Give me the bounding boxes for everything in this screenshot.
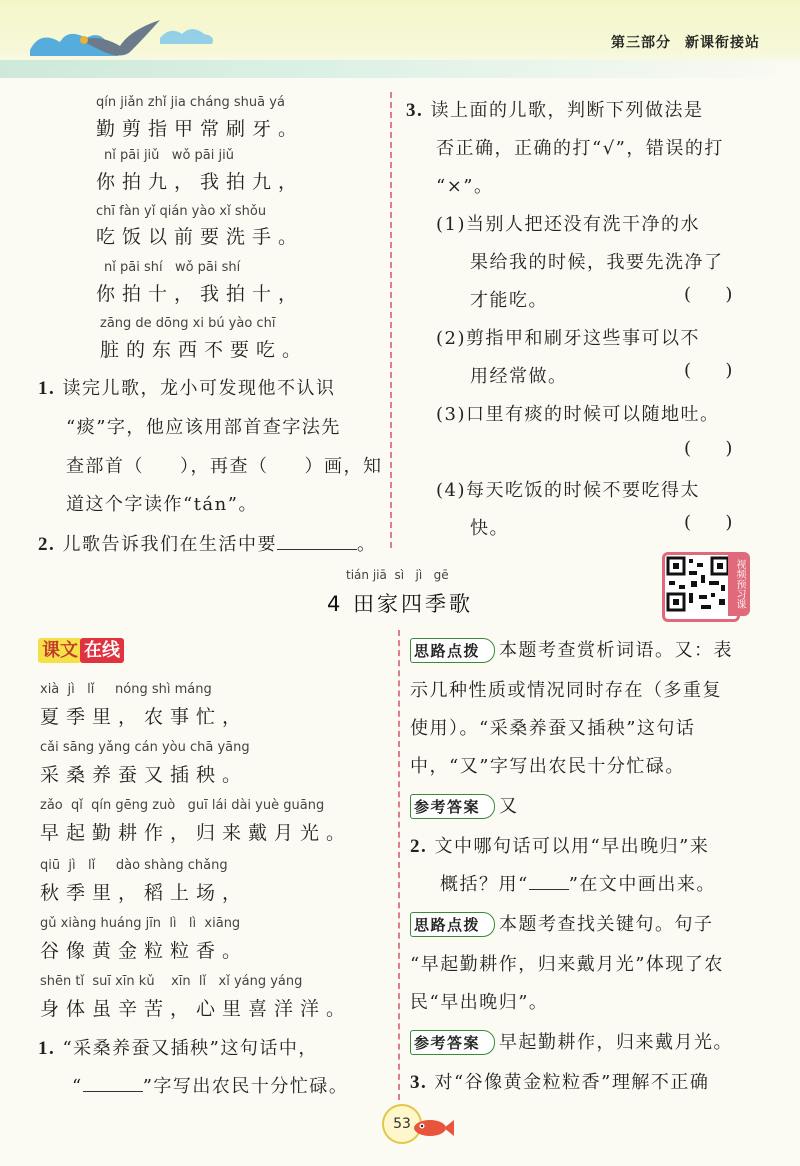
question-3-bottom-line-1: 3. 对“谷像黄金粒粒香”理解不正确: [410, 1072, 710, 1093]
poem-top-pinyin-1: qín jiǎn zhǐ jia cháng shuā yá: [96, 95, 285, 110]
fish-icon: [412, 1116, 454, 1138]
poem-bottom-line-1: 夏季里，农事忙，: [40, 706, 249, 728]
poem-bottom-line-2: 采桑养蚕又插秧。: [40, 764, 249, 786]
tip-1-line-2: 示几种性质或情况同时存在（多重复: [410, 680, 722, 701]
poem-bottom-pinyin-4: qiū jì lǐ dào shàng chǎng: [40, 858, 228, 873]
answer-paren-4[interactable]: ( ): [684, 512, 733, 533]
poem-top-line-4: 你拍十，我拍十，: [96, 283, 305, 305]
question-2-blank[interactable]: [277, 549, 357, 550]
question-3-item-4-line-2: 快。: [470, 518, 509, 539]
poem-top-pinyin-4: nǐ pāi shí wǒ pāi shí: [104, 260, 241, 275]
question-3-item-2-line-2: 用经常做。: [470, 366, 568, 387]
qr-label: 视频预习课: [728, 552, 750, 616]
poem-bottom-pinyin-5: gǔ xiàng huáng jīn lì lì xiāng: [40, 916, 241, 931]
question-3-item-1-line-3: 才能吃。: [470, 290, 548, 311]
poem-bottom-pinyin-6: shēn tǐ suī xīn kǔ xīn lǐ xǐ yáng yáng: [40, 974, 303, 989]
section-title-pinyin: tián jiā sì jì gē: [346, 568, 449, 582]
bottom-question-1-line-1: 1. “采桑养蚕又插秧”这句话中，: [38, 1038, 318, 1059]
question-3-stem-2: 否正确，正确的打“√”，错误的打: [436, 138, 724, 159]
poem-bottom-pinyin-3: zǎo qǐ qín gēng zuò guī lái dài yuè guāng: [40, 798, 325, 813]
answer-paren-1[interactable]: ( ): [684, 284, 733, 305]
tip-1-label: 思路点拨: [410, 638, 495, 663]
column-divider-top: [390, 92, 392, 548]
answer-paren-3[interactable]: ( ): [684, 438, 733, 459]
section-title: 4 田家四季歌: [326, 592, 474, 616]
tip-1-line-3: 使用）。“采桑养蚕又插秧”这句话: [410, 718, 696, 739]
poem-top-line-3: 吃饭以前要洗手。: [96, 226, 305, 248]
poem-top-line-5: 脏的东西不要吃。: [100, 339, 309, 361]
question-1-line-2: “痰”字，他应该用部首查字法先: [66, 417, 341, 438]
bottom-question-1-blank[interactable]: [83, 1091, 143, 1092]
poem-top-line-1: 勤剪指甲常刷牙。: [96, 118, 305, 140]
question-2: 2. 儿歌告诉我们在生活中要 。: [38, 534, 377, 555]
page-number: 53: [382, 1104, 422, 1144]
tip-2-label: 思路点拨: [410, 912, 495, 937]
question-3-item-1-line-1: (1)当别人把还没有洗干净的水: [436, 214, 700, 235]
tip-2-line-2: “早起勤耕作，归来戴月光”体现了农: [410, 954, 724, 975]
poem-bottom-line-4: 秋季里，稻上场，: [40, 882, 249, 904]
answer-2-label: 参考答案: [410, 1030, 495, 1055]
poem-top-pinyin-3: chī fàn yǐ qián yào xǐ shǒu: [96, 204, 267, 219]
question-3-item-1-line-2: 果给我的时候，我要先洗净了: [470, 252, 724, 273]
poem-bottom-line-5: 谷像黄金粒粒香。: [40, 940, 249, 962]
header-part: 第三部分: [611, 35, 671, 51]
answer-1: 参考答案 又: [410, 792, 519, 819]
question-3-stem-1: 3. 读上面的儿歌，判断下列做法是: [406, 100, 704, 121]
tip-1-line-1: 思路点拨 本题考查赏析词语。又：表: [410, 636, 733, 663]
tip-1-line-4: 中，“又”字写出农民十分忙碌。: [410, 756, 685, 777]
poem-bottom-line-6: 身体虽辛苦，心里喜洋洋。: [40, 998, 353, 1020]
question-2-symbol-blank: [529, 889, 569, 890]
column-divider-bottom: [398, 630, 400, 1100]
poem-bottom-pinyin-2: cǎi sāng yǎng cán yòu chā yāng: [40, 740, 250, 755]
question-1-line-4: 道这个字读作“tán”。: [66, 494, 258, 515]
answer-1-label: 参考答案: [410, 794, 495, 819]
question-3-item-2-line-1: (2)剪指甲和刷牙这些事可以不: [436, 328, 700, 349]
question-2-line-1: 2. 文中哪句话可以用“早出晚归”来: [410, 836, 710, 857]
tip-2-line-3: 民“早出晚归”。: [410, 992, 549, 1013]
header-title: [611, 32, 760, 52]
poem-top-line-2: 你拍九，我拍九，: [96, 171, 305, 193]
poem-top-pinyin-5: zāng de dōng xi bú yào chī: [100, 316, 276, 331]
answer-paren-2[interactable]: ( ): [684, 360, 733, 381]
lesson-online-badge: 课文 在线: [38, 636, 124, 664]
question-2-line-2: 概括？用“ ”在文中画出来。: [440, 874, 716, 895]
question-3-stem-3: “×”。: [436, 176, 494, 197]
seagull-illustration: [20, 10, 250, 70]
bottom-question-1-line-2: “ ”字写出农民十分忙碌。: [72, 1076, 349, 1097]
qr-code-pattern: [665, 555, 731, 613]
tip-2-line-1: 思路点拨 本题考查找关键句。句子: [410, 910, 714, 937]
poem-bottom-pinyin-1: xià jì lǐ nóng shì máng: [40, 682, 212, 697]
question-1-line-3: 查部首（ ），再查（ ）画，知: [66, 456, 383, 477]
header-section: 新课衔接站: [685, 35, 760, 51]
question-1-line-1: 1. 读完儿歌，龙小可发现他不认识: [38, 378, 336, 399]
question-3-item-4-line-1: (4)每天吃饭的时候不要吃得太: [436, 480, 700, 501]
poem-top-pinyin-2: nǐ pāi jiǔ wǒ pāi jiǔ: [104, 148, 234, 163]
answer-2: 参考答案 早起勤耕作，归来戴月光。: [410, 1028, 733, 1055]
question-3-item-3-line-1: (3)口里有痰的时候可以随地吐。: [436, 404, 720, 425]
poem-bottom-line-3: 早起勤耕作，归来戴月光。: [40, 822, 353, 844]
